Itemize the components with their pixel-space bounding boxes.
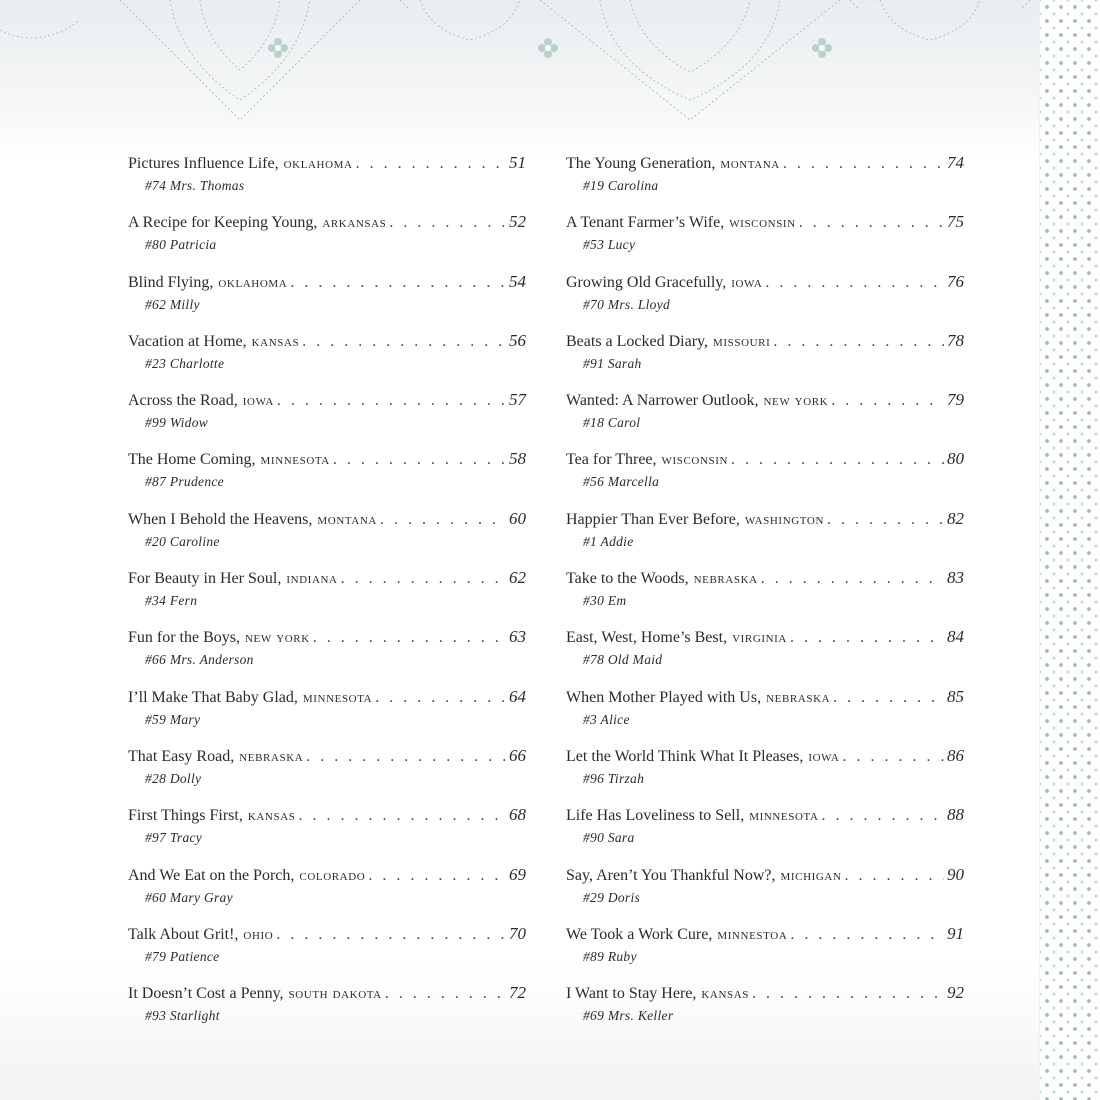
entry-author: #91 Sarah: [583, 355, 642, 371]
page-number: 78: [947, 330, 964, 350]
toc-entry: [128, 862, 526, 921]
entry-state: oklahoma: [283, 156, 353, 172]
page-number: 82: [947, 508, 964, 528]
entry-state: south dakota: [288, 986, 382, 1003]
flower-icon: [268, 38, 288, 58]
entry-author: #80 Patricia: [145, 237, 217, 253]
entry-state: nebraska: [766, 689, 831, 706]
entry-author: #23 Charlotte: [145, 355, 225, 371]
entry-author: #69 Mrs. Keller: [583, 1008, 674, 1024]
entry-state: kansas: [251, 333, 300, 350]
entry-author: #28 Dolly: [145, 770, 202, 786]
page-number: 56: [509, 330, 526, 350]
entry-author: #62 Milly: [145, 296, 200, 312]
toc-entry: [566, 446, 964, 505]
toc-entry: [128, 446, 526, 505]
entry-state: wisconsin: [661, 452, 729, 469]
page-number: 83: [947, 568, 964, 588]
entry-title: The Young Generation,: [566, 155, 716, 172]
dot-leader: [302, 329, 506, 355]
toc-entry-line: [128, 209, 526, 236]
entry-title: Life Has Loveliness to Sell,: [566, 807, 745, 825]
page-number: 52: [509, 212, 526, 232]
entry-state: iowa: [731, 274, 763, 291]
toc-entry: [128, 565, 526, 624]
toc-entry-line: [566, 269, 964, 296]
page-number: 76: [947, 271, 964, 291]
entry-author: #34 Fern: [145, 593, 198, 609]
toc-entry: [128, 269, 526, 328]
dot-leader: [783, 151, 944, 177]
entry-author: #70 Mrs. Lloyd: [583, 296, 671, 312]
entry-state: minnesota: [302, 689, 373, 706]
dot-leader: [790, 922, 944, 948]
toc-entry-line: [128, 387, 526, 414]
entry-author: #89 Ruby: [583, 948, 637, 964]
entry-state: montana: [720, 156, 780, 172]
toc-entry-line: [566, 446, 964, 473]
entry-author: #30 Em: [583, 593, 627, 609]
entry-author: #78 Old Maid: [583, 652, 663, 668]
dot-leader: [831, 388, 944, 414]
entry-author: #66 Mrs. Anderson: [145, 652, 254, 668]
entry-state: washington: [744, 511, 824, 528]
toc-entry: [128, 624, 526, 683]
page-number: 60: [509, 508, 526, 528]
entry-state: minnestoa: [717, 926, 788, 943]
dot-leader: [306, 744, 506, 770]
entry-state: nebraska: [239, 748, 304, 765]
dot-leader: [298, 803, 506, 829]
entry-title: Vacation at Home,: [128, 332, 247, 350]
page-number: 54: [509, 271, 526, 291]
toc-entry-line: [566, 209, 964, 236]
toc-entry-line: [128, 980, 526, 1007]
toc-entry: [566, 506, 964, 565]
toc-entry-line: [128, 802, 526, 829]
page-number: 85: [947, 686, 964, 706]
dot-leader: [761, 566, 944, 592]
page-number: 92: [947, 983, 964, 1003]
entry-title: Let the World Think What It Pleases,: [566, 747, 804, 765]
entry-state: nebraska: [693, 571, 758, 588]
toc-entry: [566, 269, 964, 328]
entry-state: oklahoma: [218, 274, 288, 291]
page-number: 64: [509, 686, 526, 706]
page-number: 69: [509, 864, 526, 884]
toc-entry-line: [566, 802, 964, 829]
toc-entry: [566, 862, 964, 921]
page-number: 66: [509, 745, 526, 765]
entry-title: We Took a Work Cure,: [566, 925, 713, 943]
toc-entry-line: [128, 506, 526, 533]
entry-title: A Tenant Farmer’s Wife,: [566, 214, 725, 232]
entry-title: Say, Aren’t You Thankful Now?,: [566, 866, 776, 884]
toc-entry-line: [566, 980, 964, 1007]
dot-leader: [375, 685, 506, 711]
dot-leader: [341, 566, 506, 592]
entry-title: Growing Old Gracefully,: [566, 273, 727, 291]
entry-title: I’ll Make That Baby Glad,: [128, 688, 298, 706]
toc-entry: [566, 150, 964, 209]
toc-entry: [128, 921, 526, 980]
dot-leader: [827, 507, 944, 533]
toc-entry-line: [566, 150, 964, 177]
toc-entry: [566, 624, 964, 683]
entry-author: #1 Addie: [583, 533, 634, 549]
entry-author: #97 Tracy: [145, 830, 203, 846]
entry-state: iowa: [808, 748, 840, 765]
entry-title: East, West, Home’s Best,: [566, 629, 728, 647]
entry-title: When I Behold the Heavens,: [128, 510, 313, 528]
page-number: 90: [947, 864, 964, 884]
entry-author: #60 Mary Gray: [145, 889, 233, 905]
entry-author: #29 Doris: [583, 889, 641, 905]
dot-leader: [833, 685, 944, 711]
entry-state: wisconsin: [729, 215, 796, 232]
entry-state: montana: [317, 511, 377, 528]
page-number: 68: [509, 805, 526, 825]
dot-leader: [277, 388, 506, 414]
toc-entry: [566, 921, 964, 980]
flower-icon: [812, 38, 832, 58]
dot-leader: [356, 151, 506, 177]
entry-title: Beats a Locked Diary,: [566, 332, 709, 350]
page-number: 58: [509, 449, 526, 469]
entry-title: It Doesn’t Cost a Penny,: [128, 985, 284, 1003]
toc-entry-line: [128, 684, 526, 711]
entry-author: #79 Patience: [145, 948, 220, 964]
entry-title: I Want to Stay Here,: [566, 985, 697, 1003]
toc-entry: [566, 565, 964, 624]
toc-entry: [566, 802, 964, 861]
toc-entry: [128, 209, 526, 268]
toc-entry: [128, 328, 526, 387]
entry-state: virginia: [732, 630, 787, 647]
entry-author: #18 Carol: [583, 415, 641, 431]
entry-state: minnesota: [749, 808, 819, 825]
entry-title: Take to the Woods,: [566, 570, 689, 588]
page-number: 88: [947, 805, 964, 825]
entry-state: michigan: [780, 867, 842, 884]
toc-entry-line: [566, 387, 964, 414]
entry-state: iowa: [242, 393, 274, 410]
toc-entry-line: [128, 862, 526, 889]
toc-column-left: [128, 150, 526, 1039]
toc-entry-line: [566, 328, 964, 355]
entry-author: #19 Carolina: [583, 178, 659, 193]
entry-author: #3 Alice: [583, 711, 630, 727]
page-number: 86: [947, 745, 964, 765]
entry-state: ohio: [243, 926, 274, 943]
entry-state: colorado: [299, 867, 366, 884]
page-number: 72: [509, 983, 526, 1003]
toc-entry: [566, 743, 964, 802]
dot-leader: [276, 922, 506, 948]
entry-state: kansas: [701, 986, 750, 1003]
toc-entry-line: [566, 743, 964, 770]
entry-title: Fun for the Boys,: [128, 629, 240, 647]
page-number: 91: [947, 923, 964, 943]
toc-entry-line: [566, 921, 964, 948]
toc-entry-line: [128, 328, 526, 355]
entry-title: Talk About Grit!,: [128, 925, 239, 943]
toc-entry-line: [566, 684, 964, 711]
entry-title: A Recipe for Keeping Young,: [128, 214, 318, 232]
toc-entry: [128, 150, 526, 209]
entry-author: #74 Mrs. Thomas: [145, 178, 245, 193]
entry-state: kansas: [247, 808, 296, 825]
entry-title: For Beauty in Her Soul,: [128, 570, 282, 588]
dot-leader: [799, 210, 944, 236]
dot-leader: [842, 744, 944, 770]
toc-entry: [128, 506, 526, 565]
dot-leader: [752, 981, 944, 1007]
entry-state: minnesota: [260, 452, 330, 469]
entry-author: #59 Mary: [145, 711, 201, 727]
toc-entry: [128, 980, 526, 1039]
entry-title: When Mother Played with Us,: [566, 688, 762, 706]
page-number: 63: [509, 627, 526, 647]
entry-title: Wanted: A Narrower Outlook,: [566, 392, 759, 410]
flower-icon: [538, 38, 558, 58]
page-number: 62: [509, 568, 526, 588]
toc-entry: [566, 684, 964, 743]
toc-entry-line: [128, 565, 526, 592]
toc-entry-line: [566, 624, 964, 651]
entry-title: That Easy Road,: [128, 747, 235, 765]
entry-title: Blind Flying,: [128, 273, 214, 291]
toc-entry-line: [128, 446, 526, 473]
entry-author: #87 Prudence: [145, 474, 224, 490]
entry-title: And We Eat on the Porch,: [128, 866, 295, 884]
entry-author: #93 Starlight: [145, 1008, 220, 1024]
entry-author: #96 Tirzah: [583, 770, 645, 786]
dot-leader: [290, 270, 506, 296]
side-pattern-strip: [1039, 0, 1100, 1100]
toc-entry-line: [128, 624, 526, 651]
entry-title: Tea for Three,: [566, 451, 657, 469]
entry-state: new york: [245, 630, 310, 647]
toc-entry-line: [566, 565, 964, 592]
entry-author: #20 Caroline: [145, 533, 220, 549]
toc-entry: [128, 684, 526, 743]
dot-leader: [773, 329, 944, 355]
toc-entry: [566, 209, 964, 268]
dot-leader: [845, 863, 944, 889]
dot-leader: [313, 625, 506, 651]
page-number: 79: [947, 390, 964, 410]
entry-title: The Home Coming,: [128, 451, 256, 469]
toc-column-right: [566, 150, 964, 1039]
page-number: 51: [509, 153, 526, 172]
toc-entry: [566, 980, 964, 1039]
entry-author: #90 Sara: [583, 830, 635, 846]
dot-leader: [790, 625, 944, 651]
toc-entry-line: [566, 506, 964, 533]
entry-title: Across the Road,: [128, 392, 238, 410]
entry-title: Happier Than Ever Before,: [566, 510, 740, 528]
page-number: 74: [947, 153, 964, 172]
toc-entry: [566, 387, 964, 446]
entry-state: missouri: [713, 333, 771, 350]
toc-entry-line: [128, 921, 526, 948]
dot-leader: [368, 863, 506, 889]
dot-leader: [765, 270, 944, 296]
toc-entry: [128, 387, 526, 446]
toc-entry: [128, 802, 526, 861]
toc-entry-line: [128, 150, 526, 177]
page-number: 75: [947, 212, 964, 232]
dot-leader: [380, 507, 506, 533]
page-number: 57: [509, 390, 526, 410]
page-number: 84: [947, 627, 964, 647]
entry-author: #56 Marcella: [583, 474, 660, 490]
header-ornament: [0, 0, 1040, 140]
entry-state: new york: [763, 393, 829, 410]
toc-entry-line: [128, 269, 526, 296]
toc-entry-line: [128, 743, 526, 770]
dot-leader: [821, 803, 944, 829]
entry-author: #53 Lucy: [583, 237, 636, 253]
dot-leader: [385, 981, 506, 1007]
entry-author: #99 Widow: [145, 415, 209, 431]
entry-state: arkansas: [322, 215, 387, 232]
dot-leader: [731, 447, 944, 473]
entry-state: indiana: [286, 571, 338, 588]
dot-leader: [389, 210, 506, 236]
dot-leader: [333, 447, 506, 473]
toc-entry: [566, 328, 964, 387]
page-number: 70: [509, 923, 526, 943]
entry-title: Pictures Influence Life,: [128, 155, 279, 172]
toc-entry-line: [566, 862, 964, 889]
toc-entry: [128, 743, 526, 802]
entry-title: First Things First,: [128, 807, 243, 825]
page-number: 80: [947, 449, 964, 469]
